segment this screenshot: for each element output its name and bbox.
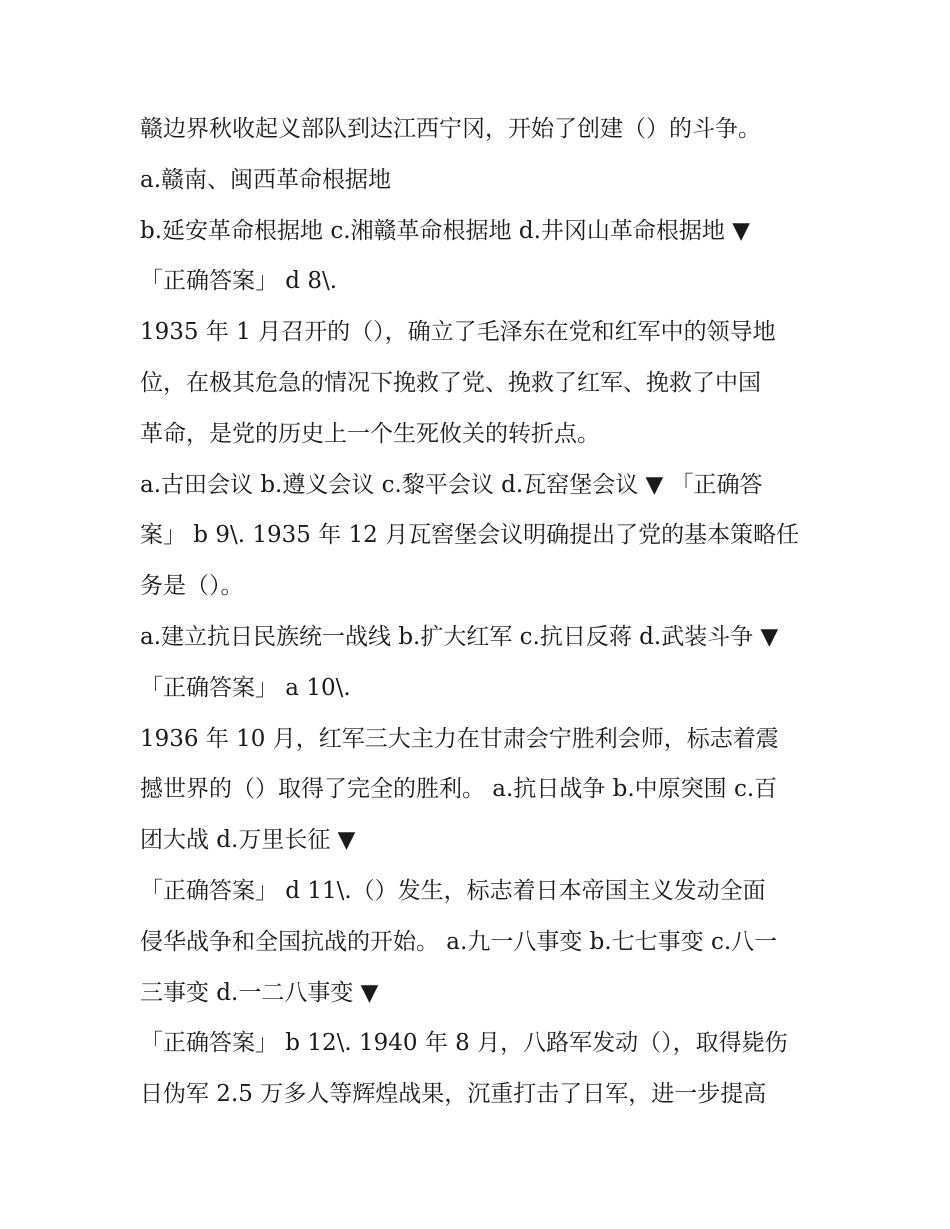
text-line: 侵华战争和全国抗战的开始。 a.九一八事变 b.七七事变 c.八一	[140, 928, 778, 955]
text-line: 三事变 d.一二八事变 ▼	[140, 979, 379, 1006]
text-line: 团大战 d.万里长征 ▼	[140, 827, 356, 854]
text-line: 案」 b 9\. 1935 年 12 月瓦窖堡会议明确提出了党的基本策略任	[140, 522, 800, 549]
text-line: 1935 年 1 月召开的（），确立了毛泽东在党和红军中的领导地	[140, 319, 776, 346]
text-line: a.建立抗日民族统一战线 b.扩大红军 c.抗日反蒋 d.武装斗争 ▼	[140, 623, 779, 650]
text-line: 「正确答案」 d 8\.	[140, 268, 338, 295]
text-line: 赣边界秋收起义部队到达江西宁冈，开始了创建（）的斗争。	[140, 116, 761, 142]
text-line: 「正确答案」 d 11\.（）发生，标志着日本帝国主义发动全面	[140, 877, 766, 904]
text-line: a.古田会议 b.遵义会议 c.黎平会议 d.瓦窑堡会议 ▼ 「正确答	[140, 471, 763, 498]
text-line: 「正确答案」 a 10\.	[140, 674, 351, 701]
text-line: 位，在极其危急的情况下挽救了党、挽救了红军、挽救了中国	[140, 369, 761, 396]
text-line: 日伪军 2.5 万多人等辉煌战果，沉重打击了日军，进一步提高	[140, 1081, 767, 1108]
text-line: 务是（）。	[140, 573, 244, 600]
document-body	[140, 104, 830, 1120]
text-line: 1936 年 10 月，红军三大主力在甘肃会宁胜利会师，标志着震	[140, 725, 779, 752]
text-line: 「正确答案」 b 12\. 1940 年 8 月，八路军发动（），取得毙伤	[140, 1030, 788, 1057]
text-line: 革命，是党的历史上一个生死攸关的转折点。	[140, 420, 600, 447]
text-line: b.延安革命根据地 c.湘赣革命根据地 d.井冈山革命根据地 ▼	[140, 217, 750, 244]
text-line: 撼世界的（）取得了完全的胜利。 a.抗日战争 b.中原突围 c.百	[140, 776, 778, 803]
text-line: a.赣南、闽西革命根据地	[140, 166, 392, 193]
